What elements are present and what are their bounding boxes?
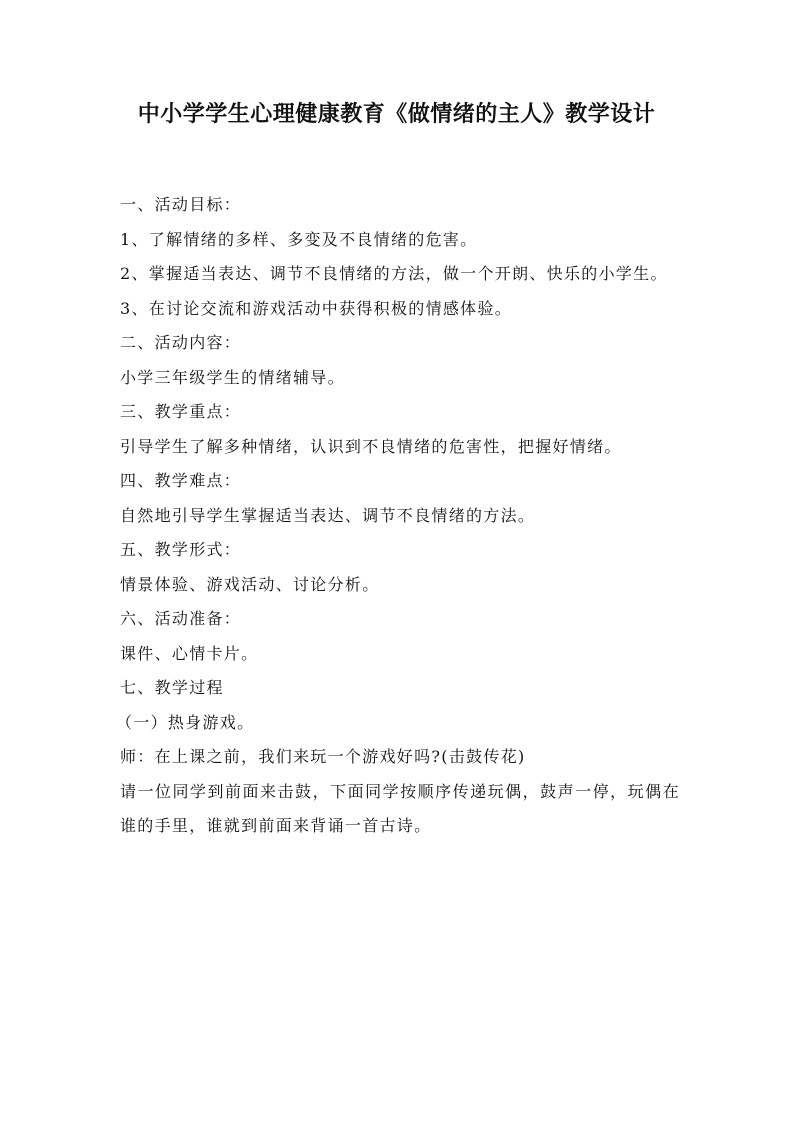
section-heading-format: 五、教学形式： [120, 540, 242, 559]
paragraph: 请一位同学到前面来击鼓，下面同学按顺序传递玩偶，鼓声一停，玩偶在谁的手里，谁就到前面来背诵一首古诗。 [120, 781, 680, 835]
section-heading-objectives: 一、活动目标： [120, 195, 242, 214]
section-heading-process: 七、教学过程 [120, 678, 224, 697]
document-title: 中小学学生心理健康教育《做情绪的主人》教学设计 [137, 102, 656, 127]
paragraph: 课件、心情卡片。 [120, 643, 259, 663]
section-heading-difficulties: 四、教学难点： [120, 471, 242, 490]
objective-item: 2、掌握适当表达、调节不良情绪的方法，做一个开朗、快乐的小学生。 [120, 264, 668, 283]
objective-item: 1、了解情绪的多样、多变及不良情绪的危害。 [120, 229, 478, 249]
paragraph: 情景体验、游戏活动、讨论分析。 [120, 574, 380, 594]
section-heading-content: 二、活动内容： [120, 333, 242, 352]
section-heading-key-points: 三、教学重点： [120, 402, 242, 421]
section-heading-preparation: 六、活动准备： [120, 609, 242, 628]
objective-item: 3、在讨论交流和游戏活动中获得积极的情感体验。 [120, 298, 513, 318]
paragraph: 自然地引导学生掌握适当表达、调节不良情绪的方法。 [120, 505, 536, 525]
paragraph: 小学三年级学生的情绪辅导。 [120, 367, 345, 387]
paragraph: 引导学生了解多种情绪，认识到不良情绪的危害性，把握好情绪。 [120, 436, 622, 456]
subsection-heading: （一）热身游戏。 [116, 712, 255, 732]
paragraph: 师：在上课之前，我们来玩一个游戏好吗?(击鼓传花) [120, 747, 526, 766]
document-body [116, 188, 680, 844]
